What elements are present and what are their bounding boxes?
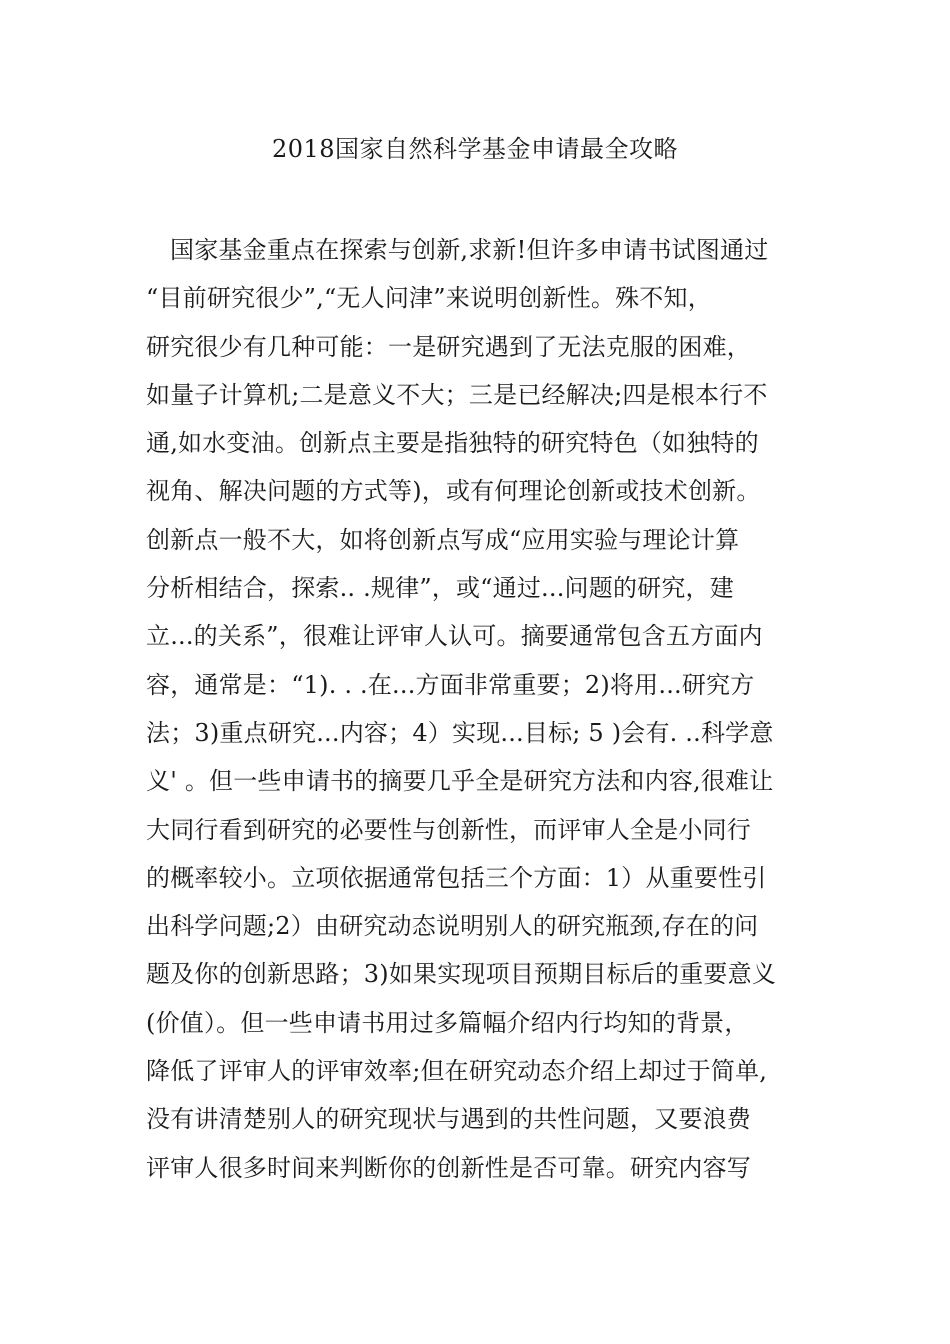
paragraph-line: (价值）。但一些申请书用过多篇幅介绍内行均知的背景， (146, 1008, 749, 1037)
page-title: 2018国家自然科学基金申请最全攻略 (271, 135, 679, 163)
paragraph-line: 的概率较小。立项依据通常包括三个方面：1）从重要性引 (146, 863, 767, 892)
paragraph-line: 研究很少有几种可能：一是研究遇到了无法克服的困难， (146, 332, 751, 361)
paragraph-line: 视角、解决问题的方式等)，或有何理论创新或技术创新。 (146, 477, 761, 506)
paragraph-line: 立...的关系”，很难让评审人认可。摘要通常包含五方面内 (146, 622, 763, 651)
paragraph-line: 创新点一般不大，如将创新点写成“应用实验与理论计算 (146, 525, 740, 554)
paragraph-line: 评审人很多时间来判断你的创新性是否可靠。研究内容写 (146, 1153, 751, 1182)
paragraph-line: 容，通常是：“1). . .在...方面非常重要；2)将用...研究方 (146, 670, 755, 699)
paragraph-line: 出科学问题;2）由研究动态说明别人的研究瓶颈,存在的问 (146, 912, 759, 941)
paragraph-line: 分析相结合，探索.. .规律”，或“通过...问题的研究，建 (146, 574, 734, 603)
body-paragraph (146, 226, 826, 1192)
paragraph-line: 降低了评审人的评审效率;但在研究动态介绍上却过于简单, (146, 1057, 768, 1086)
paragraph-line: 法；3)重点研究...内容；4）实现...目标; 5 )会有. ..科学意 (146, 718, 774, 747)
paragraph-line: 义' 。但一些申请书的摘要几乎全是研究方法和内容,很难让 (146, 767, 774, 796)
paragraph-line: 题及你的创新思路；3)如果实现项目预期目标后的重要意义 (146, 960, 777, 989)
paragraph-line: 通,如水变油。创新点主要是指独特的研究特色（如独特的 (146, 429, 759, 458)
paragraph-line: 如量子计算机;二是意义不大；三是已经解决;四是根本行不 (146, 380, 768, 409)
paragraph-line: “目前研究很少”,“无人问津”来说明创新性。殊不知， (146, 284, 712, 313)
paragraph-line: 没有讲清楚别人的研究现状与遇到的共性问题，又要浪费 (146, 1105, 751, 1134)
paragraph-line: 大同行看到研究的必要性与创新性，而评审人全是小同行 (146, 815, 751, 844)
paragraph-line: 国家基金重点在探索与创新,求新!但许多申请书试图通过 (170, 236, 769, 264)
